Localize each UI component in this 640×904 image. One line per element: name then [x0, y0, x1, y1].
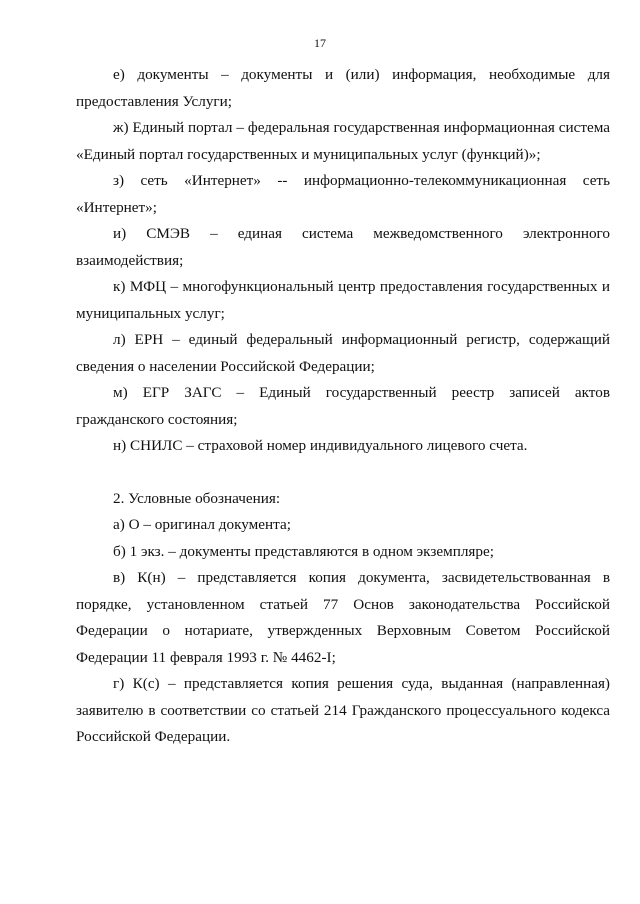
- definition-item-k: к) МФЦ – многофункциональный центр предоставления государственных и муниципальных услуг;: [76, 278, 610, 322]
- section-spacer: [76, 460, 610, 486]
- definition-item-z: з) сеть «Интернет» -- информационно-телекоммуникационная сеть «Интернет»;: [76, 172, 610, 216]
- notation-item-a: а) О – оригинал документа;: [113, 516, 291, 533]
- page-number: 17: [314, 36, 326, 50]
- notations-heading: 2. Условные обозначения:: [113, 489, 281, 507]
- definition-item-e: е) документы – документы и (или) информация, необходимые для предоставления Услуги;: [76, 66, 610, 110]
- definition-item-zh: ж) Единый портал – федеральная государственная информационная система «Единый портал государственных и муниципальных услуг (функций)»;: [76, 119, 610, 163]
- definition-item-i: и) СМЭВ – единая система межведомственного электронного взаимодействия;: [76, 225, 610, 269]
- notation-item-v: в) К(н) – представляется копия документа, засвидетельствованная в порядке, установленном статьей 77 Основ законодательства Российской Федерации о нотариате, утвержденных Верховным Советом Российской Федерации 11 февраля 1993 г. № 4462-I;: [76, 569, 610, 666]
- definition-item-n: н) СНИЛС – страховой номер индивидуального лицевого счета.: [113, 437, 528, 454]
- definition-item-l: л) ЕРН – единый федеральный информационный регистр, содержащий сведения о населении Российской Федерации;: [76, 331, 610, 375]
- notation-item-b: б) 1 экз. – документы представляются в одном экземпляре;: [113, 542, 494, 560]
- page-content: [76, 62, 610, 751]
- definition-item-m: м) ЕГР ЗАГС – Единый государственный реестр записей актов гражданского состояния;: [76, 384, 610, 428]
- notation-item-g: г) К(с) – представляется копия решения суда, выданная (направленная) заявителю в соответствии со статьей 214 Гражданского процессуального кодекса Российской Федерации.: [76, 675, 610, 745]
